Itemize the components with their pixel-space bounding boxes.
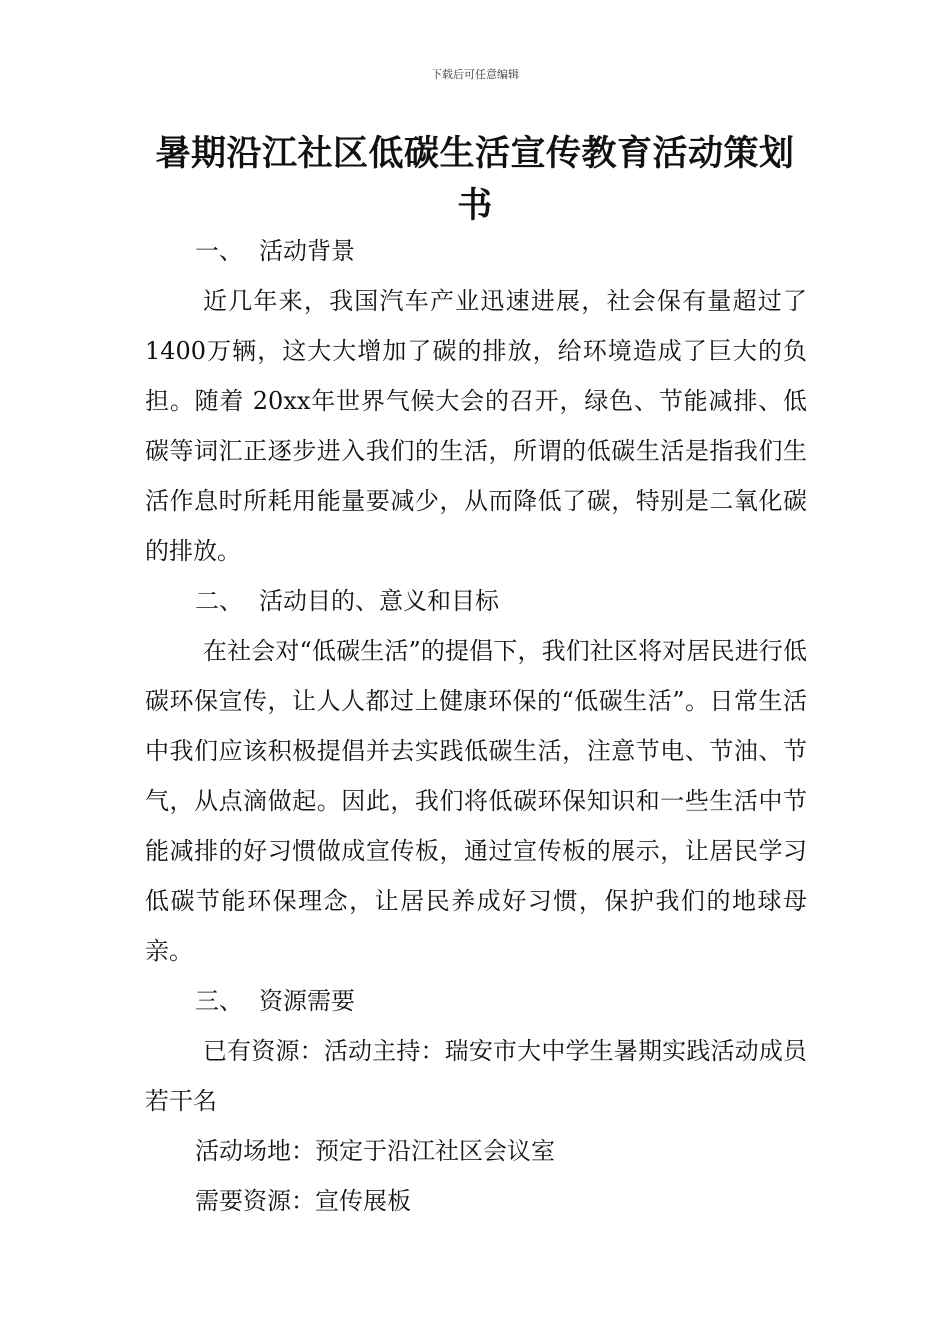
- section-heading-background: [145, 226, 807, 276]
- section-title: 活动目的、意义和目标: [259, 587, 499, 615]
- section-number: 三、: [195, 987, 243, 1015]
- section-title: 资源需要: [259, 987, 355, 1015]
- section-paragraph-background: 近几年来，我国汽车产业迅速进展，社会保有量超过了1400万辆，这大大增加了碳的排放，给环境造成了巨大的负担。随着 20xx年世界气候大会的召开，绿色、节能减排、低碳等词汇正逐步进入我们的生活，所谓的低碳生活是指我们生活作息时所耗用能量要减少，从而降低了碳，特别是二氧化碳的排放。: [145, 287, 807, 565]
- resource-line-needed: 需要资源：宣传展板: [195, 1187, 411, 1215]
- document-body: [145, 226, 807, 1226]
- document-title: 暑期沿江社区低碳生活宣传教育活动策划书: [155, 134, 795, 226]
- page-header-note: 下载后可任意编辑: [431, 68, 519, 81]
- section-number: 一、: [195, 237, 243, 265]
- section-paragraph-resources: 已有资源：活动主持：瑞安市大中学生暑期实践活动成员若干名: [145, 1037, 807, 1115]
- resource-line-venue: 活动场地：预定于沿江社区会议室: [195, 1137, 555, 1165]
- section-title: 活动背景: [259, 237, 355, 265]
- section-paragraph-purpose: 在社会对“低碳生活”的提倡下，我们社区将对居民进行低碳环保宣传，让人人都过上健康环保的“低碳生活”。日常生活中我们应该积极提倡并去实践低碳生活，注意节电、节油、节气，从点滴做起。因此，我们将低碳环保知识和一些生活中节能减排的好习惯做成宣传板，通过宣传板的展示，让居民学习低碳节能环保理念，让居民养成好习惯，保护我们的地球母亲。: [145, 637, 807, 965]
- section-number: 二、: [195, 587, 243, 615]
- section-heading-purpose: [145, 576, 807, 626]
- section-heading-resources: [145, 976, 807, 1026]
